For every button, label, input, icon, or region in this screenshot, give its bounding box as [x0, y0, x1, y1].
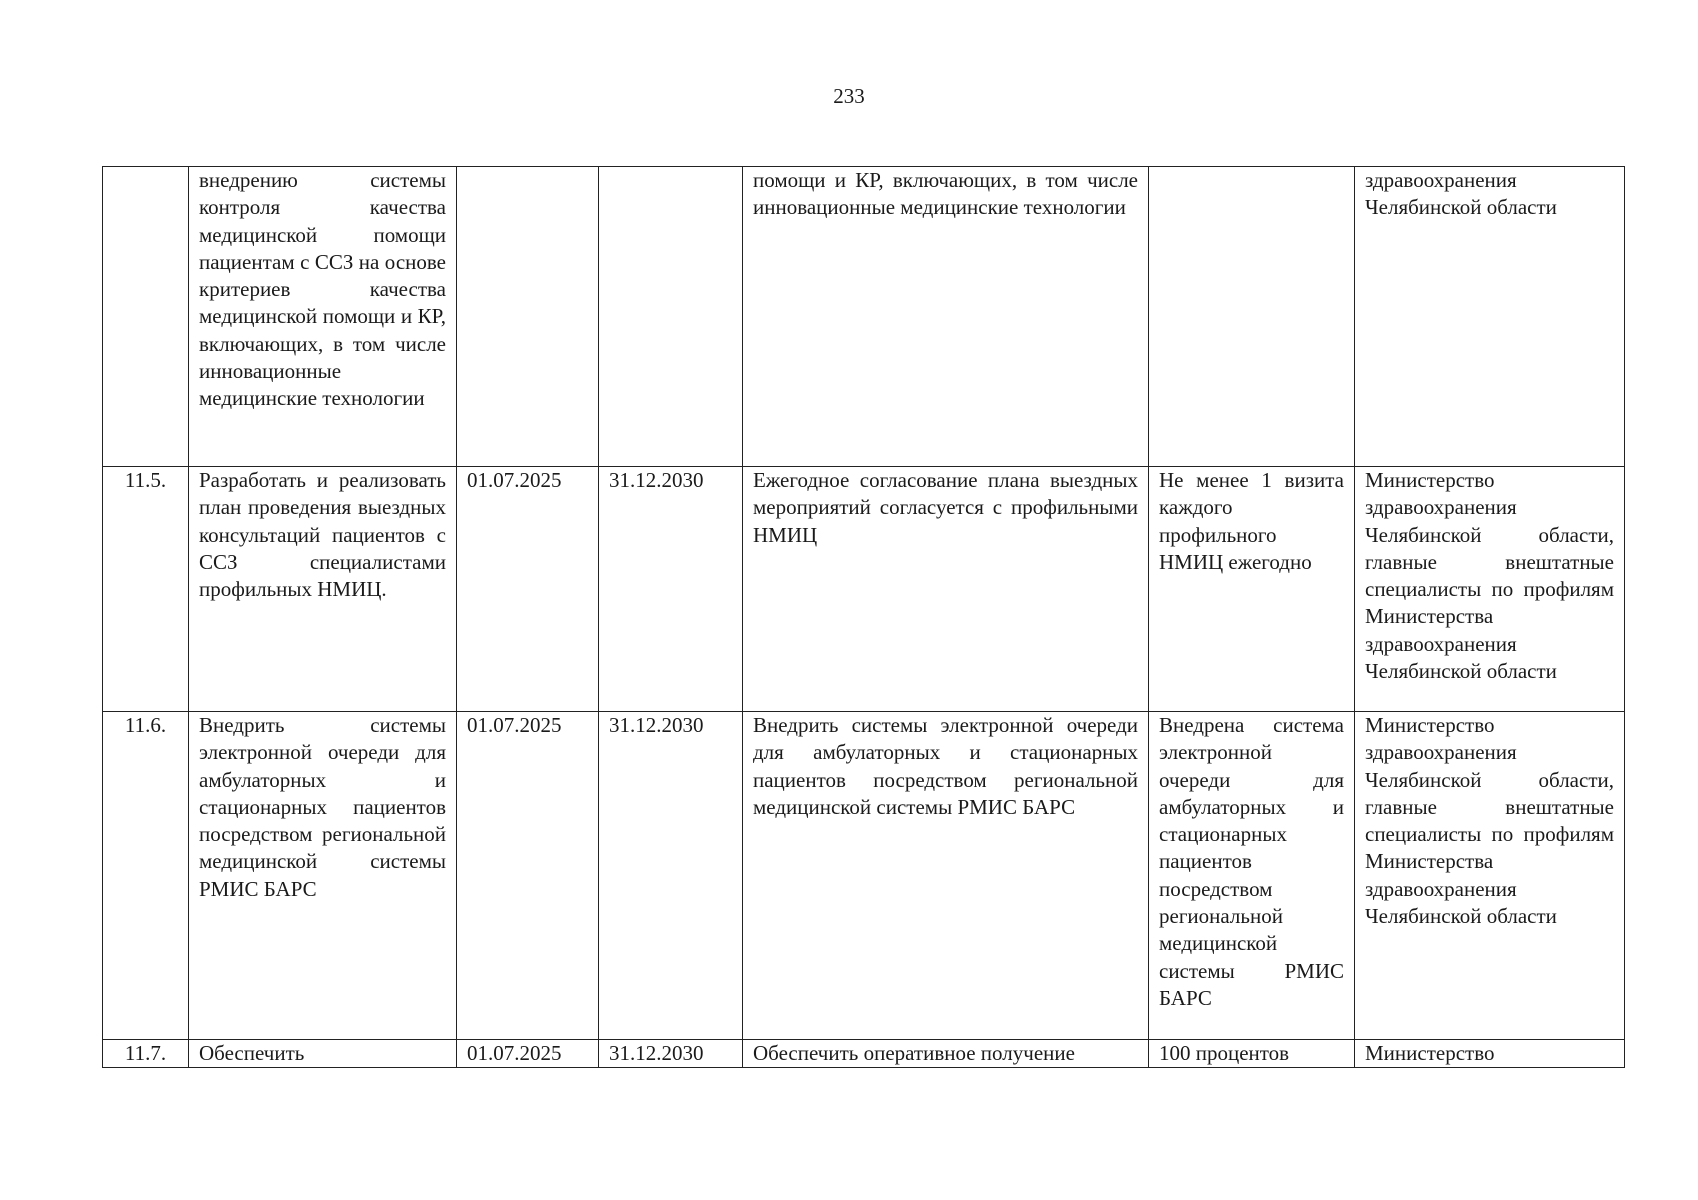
start-date-cell: 01.07.2025: [457, 712, 599, 1040]
task-cell: внедрению системы контроля качества медицинской помощи пациентам с ССЗ на основе критериев качества медицинской помощи и КР, включающих, в том числе инновационные медицинские технологии: [189, 167, 457, 467]
result-cell: Внедрить системы электронной очереди для амбулаторных и стационарных пациентов посредством региональной медицинской системы РМИС БАРС: [743, 712, 1149, 1040]
start-date-cell: 01.07.2025: [457, 467, 599, 712]
task-cell: Разработать и реализовать план проведения выездных консультаций пациентов с ССЗ специалистами профильных НМИЦ.: [189, 467, 457, 712]
responsible-cell: здравоохранения Челябинской области: [1355, 167, 1625, 467]
responsible-cell: Министерство здравоохранения Челябинской области, главные внештатные специалисты по профилям Министерства здравоохранения Челябинской области: [1355, 467, 1625, 712]
result-cell: Обеспечить оперативное получение: [743, 1040, 1149, 1068]
row-number-cell: [103, 167, 189, 467]
table-row: [103, 167, 1625, 467]
row-number-cell: 11.7.: [103, 1040, 189, 1068]
end-date-cell: 31.12.2030: [599, 467, 743, 712]
page-number: 233: [833, 84, 865, 108]
responsible-cell: Министерство здравоохранения Челябинской области, главные внештатные специалисты по профилям Министерства здравоохранения Челябинской области: [1355, 712, 1625, 1040]
table-row: [103, 467, 1625, 712]
result-cell: помощи и КР, включающих, в том числе инновационные медицинские технологии: [743, 167, 1149, 467]
result-cell: Ежегодное согласование плана выездных мероприятий согласуется с профильными НМИЦ: [743, 467, 1149, 712]
indicator-cell: 100 процентов: [1149, 1040, 1355, 1068]
row-number-cell: 11.6.: [103, 712, 189, 1040]
indicator-cell: [1149, 167, 1355, 467]
indicator-cell: Не менее 1 визита каждого профильного НМИЦ ежегодно: [1149, 467, 1355, 712]
plan-table: [102, 166, 1625, 1068]
responsible-cell: Министерство: [1355, 1040, 1625, 1068]
task-cell: Обеспечить: [189, 1040, 457, 1068]
start-date-cell: [457, 167, 599, 467]
end-date-cell: 31.12.2030: [599, 712, 743, 1040]
indicator-cell: Внедрена система электронной очереди для амбулаторных и стационарных пациентов посредством региональной медицинской системы РМИС БАРС: [1149, 712, 1355, 1040]
end-date-cell: [599, 167, 743, 467]
table-row: [103, 712, 1625, 1040]
row-number-cell: 11.5.: [103, 467, 189, 712]
task-cell: Внедрить системы электронной очереди для амбулаторных и стационарных пациентов посредством региональной медицинской системы РМИС БАРС: [189, 712, 457, 1040]
table-row: [103, 1040, 1625, 1068]
end-date-cell: 31.12.2030: [599, 1040, 743, 1068]
start-date-cell: 01.07.2025: [457, 1040, 599, 1068]
